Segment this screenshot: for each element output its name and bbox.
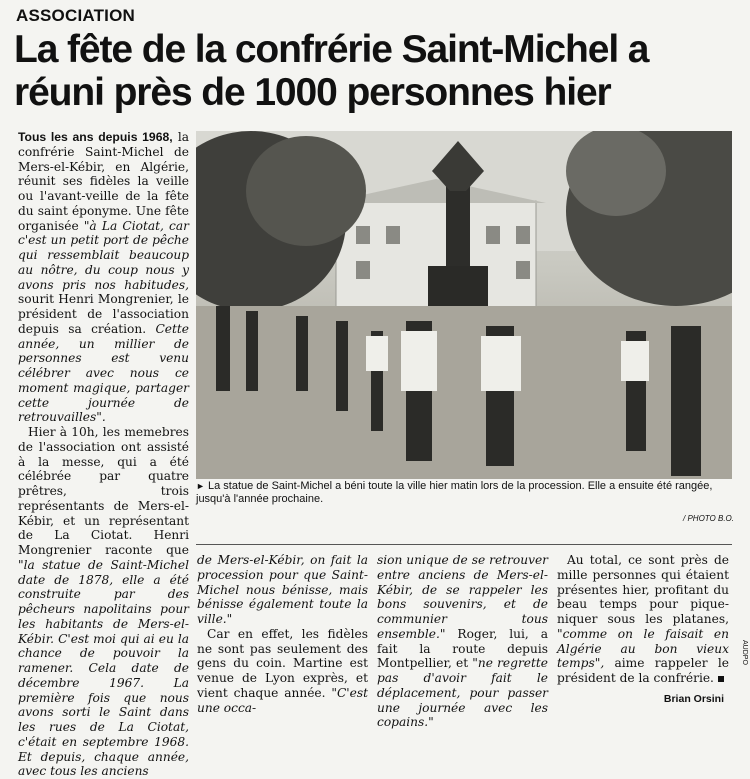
text-span: Car en effet, les fidèles ne sont pas seulement des gens du coin. Martine est venue de Lyon exprès, et vient chaque année.	[197, 626, 368, 700]
article-column-2	[197, 553, 368, 715]
quote: "la statue de Saint-Michel date de 1878, elle a été construite par des pêcheurs napolitains pour les habitants de Mers-el-Kébir. C'est moi qui ai eu la chance de pouvoir la ramener. Cela date de décembre 1967. La première fois que nous avons sorti le Saint dans les rues de La Ciotat, c'était en septembre 1968. Et depuis, chaque année, avec tous les anciens	[18, 557, 189, 779]
text-span: Roger, lui, a fait la route depuis Montpellier, et	[377, 626, 548, 671]
article-column-1	[18, 130, 189, 779]
caption-text: La statue de Saint-Michel a béni toute la ville hier matin lors de la procession. Elle a ensuite été rangée, jusqu'à l'année prochaine.	[196, 480, 713, 505]
paragraph-2	[18, 425, 189, 779]
divider	[196, 544, 732, 545]
headline: La fête de la confrérie Saint-Michel a réuni près de 1000 personnes hier	[14, 28, 649, 114]
text-span: Au total, ce sont près de mille personnes qui étaient présentes hier, profitant du beau temps pour pique-niquer sous les platanes,	[557, 553, 729, 626]
text-span: Hier à 10h, les memebres de l'association ont assisté à la messe, qui a été célébrée par quatre prêtres, trois représentants de Mers-el-Kébir, et un représentant de La Ciotat. Henri Mongrenier raconte que	[18, 425, 189, 557]
quote: "C'est une occa-	[197, 685, 368, 715]
quote: "à La Ciotat, car c'est un petit port de pêche qui ressemblait beaucoup au nôtre, du coup nous y avons pris nos habitudes,	[18, 218, 189, 292]
photo-illustration	[196, 131, 732, 479]
paragraph-3	[197, 553, 368, 627]
paragraph-1	[18, 130, 189, 425]
caption-marker-icon: ►	[196, 481, 205, 491]
text-span: aime rappeler le président de la confrérie.	[557, 656, 729, 685]
paragraph-4	[197, 627, 368, 716]
text-span: la confrérie Saint-Michel de Mers-el-Kébir, en Algérie, réunit ses fidèles la veille ou l'avant-veille de la fête du saint éponyme. Une fête organisée	[18, 130, 189, 233]
paragraph-5	[377, 553, 548, 730]
article-column-3	[377, 553, 548, 730]
procession-photo	[196, 131, 732, 479]
quote: "comme on le faisait en Algérie au bon vieux temps",	[557, 626, 729, 671]
end-mark	[718, 676, 724, 682]
photo-caption	[196, 480, 732, 506]
article-column-4	[557, 553, 729, 686]
side-label: AUDPO	[741, 640, 748, 665]
byline: Brian Orsini	[663, 693, 724, 705]
quote: Cette année, un millier de personnes est venu célébrer avec nous ce moment magique, partager cette journée de retrouvailles".	[18, 321, 189, 425]
section-kicker: ASSOCIATION	[16, 6, 136, 25]
text-span: sourit Henri Mongrenier, le président de l'association depuis sa création.	[18, 292, 189, 336]
paragraph-6	[557, 553, 729, 686]
quote: sion unique de se retrouver entre anciens de Mers-el-Kébir, de se rappeler les bons souvenirs, et de communier tous ensemble."	[377, 553, 548, 641]
photo-credit: / PHOTO B.O.	[683, 514, 734, 523]
quote: "ne regrette pas d'avoir fait le déplacement, pour passer une journée avec les copains."	[377, 656, 548, 730]
quote: de Mers-el-Kébir, on fait la procession pour que Saint-Michel nous bénisse, mais bénisse également toute la ville."	[197, 553, 368, 626]
lead-in: Tous les ans depuis 1968,	[18, 130, 173, 144]
